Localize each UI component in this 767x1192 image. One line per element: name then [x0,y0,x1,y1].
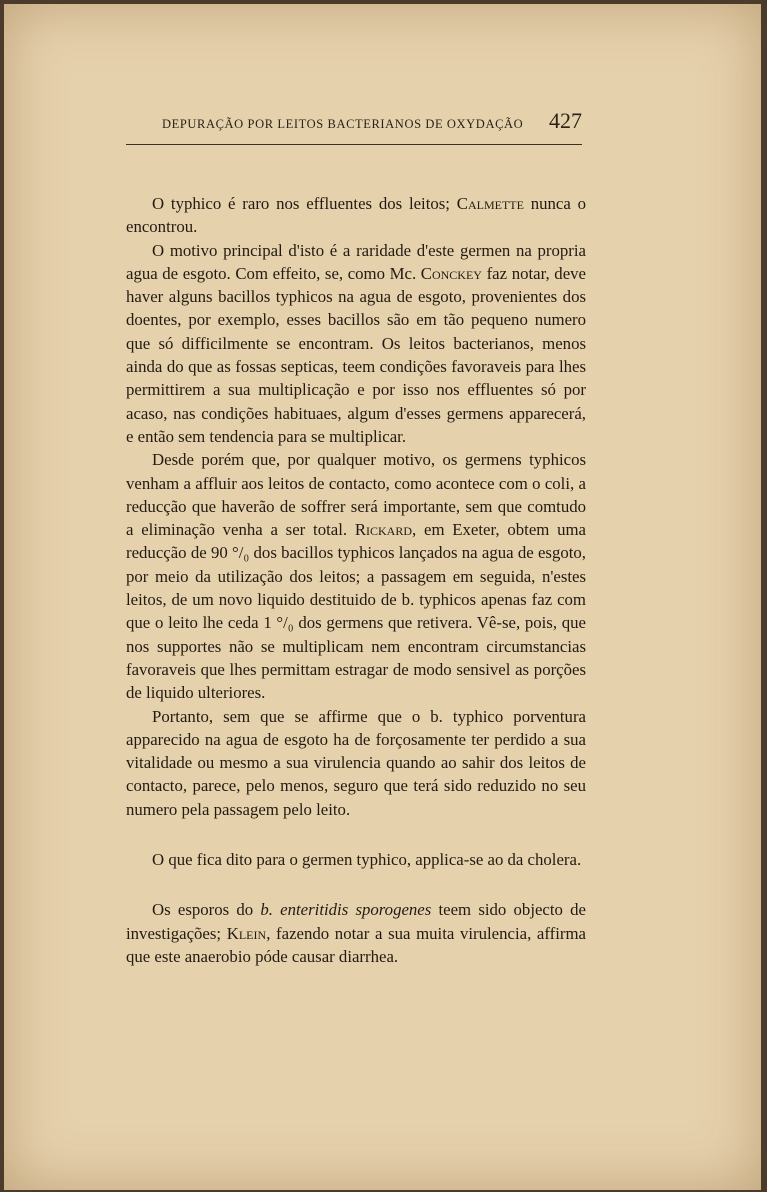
paragraph-motivo-principal: O motivo principal d'isto é a raridade d'este germen na propria agua de esgoto. Com effeito, se, como Mc. Conckey faz notar, deve haver alguns bacillos typhicos na agua de esgoto, provenientes dos doentes, por exemplo, esses bacillos são em tão pequeno numero que só difficilmente se encontram. Os leitos bacterianos, menos ainda do que as fossas septicas, teem condições favoraveis para lhes permittirem a sua multiplicação e por isso nos effluentes só por acaso, nas condições habituaes, algum d'esses germens apparecerá, e então sem tendencia para se multiplicar. [126,240,586,446]
paragraph-gap [126,871,586,898]
paragraph-cholera: O que fica dito para o germen typhico, applica-se ao da cholera. [152,850,582,870]
book-page [4,4,761,1190]
page-body [126,192,586,968]
running-title: DEPURAÇÃO POR LEITOS BACTERIANOS DE OXYDAÇÃO [162,117,524,131]
author-name: Rickard [354,520,413,540]
author-name: Klein [226,923,267,943]
page-header [162,108,582,134]
header-rule [126,144,582,145]
paragraph-esporos: Os esporos do b. enteritidis sporogenes teem sido objecto de investigações; Klein, fazendo notar a sua muita virulencia, affirma que este anaerobio póde causar diarrhea. [126,900,586,966]
paragraph-portanto: Portanto, sem que se affirme que o b. typhico porventura apparecido na agua de esgoto ha de forçosamente ter perdido a sua vitalidade ou mesmo a sua virulencia quando ao sahir dos leitos de contacto, parece, pelo menos, seguro que terá sido reduzido no seu numero pela passagem pelo leito. [126,706,586,819]
page-number: 427 [549,108,582,133]
species-name: b. enteritidis sporogenes [260,900,432,920]
author-name: Conckey [420,263,482,283]
paragraph-gap [126,821,586,848]
paragraph-desde-porem: Desde porém que, por qualquer motivo, os germens typhicos venham a affluir aos leitos de contacto, como acontece com o coli, a reducção que haverão de soffrer será importante, sem que comtudo a eliminação venha a ser total. Rickard, em Exeter, obtem uma reducção de 90 °/₀ dos bacillos typhicos lançados na agua de esgoto, por meio da utilização dos leitos; a passagem em seguida, n'estes leitos, de um novo liquido destituido de b. typhicos apenas faz com que o leito lhe ceda 1 °/₀ dos germens que retivera. Vê-se, pois, que nos supportes não se multiplicam nem encontram circumstancias favoraveis que lhes permittam estragar de modo sensivel as porções de liquido ulteriores. [126,450,586,703]
paragraph-typhico-raro: O typhico é raro nos effluentes dos leitos; Calmette nunca o encontrou. [126,194,586,237]
author-name: Calmette [456,194,524,213]
